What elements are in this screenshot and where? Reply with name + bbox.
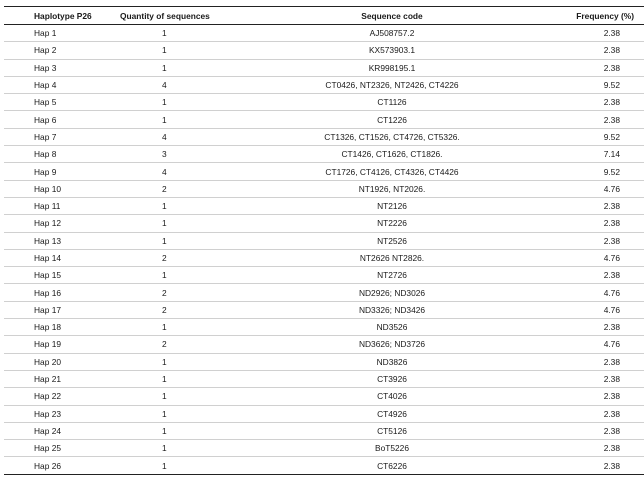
cell-quantity: 4: [162, 80, 167, 91]
cell-sequence-code: CT1726, CT4126, CT4326, CT4426: [325, 166, 459, 177]
table-row: [4, 319, 644, 336]
cell-frequency: 2.38: [603, 62, 620, 73]
cell-sequence-code: CT0426, NT2326, NT2426, CT4226: [325, 80, 459, 91]
cell-haplotype: Hap 14: [34, 253, 62, 263]
cell-haplotype: Hap 20: [34, 356, 62, 367]
cell-quantity: 1: [162, 391, 167, 402]
cell-quantity: 1: [162, 425, 167, 436]
cell-haplotype: Hap 24: [34, 425, 62, 436]
cell-quantity: 2: [162, 183, 167, 194]
cell-quantity: 1: [162, 322, 167, 333]
cell-haplotype: Hap 11: [34, 201, 61, 212]
cell-quantity: 1: [162, 62, 167, 73]
cell-frequency: 2.38: [603, 201, 620, 212]
cell-quantity: 4: [162, 131, 167, 142]
cell-sequence-code: AJ508757.2: [369, 28, 415, 39]
cell-haplotype: Hap 9: [34, 166, 57, 177]
cell-frequency: 4.76: [603, 253, 620, 263]
cell-frequency: 9.52: [603, 166, 620, 177]
table-row: [4, 284, 644, 301]
table-body: [4, 25, 644, 475]
header-frequency: Frequency (%): [576, 10, 634, 21]
cell-frequency: 4.76: [603, 287, 620, 298]
cell-quantity: 2: [162, 304, 167, 315]
cell-frequency: 2.38: [603, 460, 620, 471]
cell-quantity: 1: [162, 460, 167, 471]
table-row: [4, 128, 644, 145]
cell-sequence-code: CT1426, CT1626, CT1826.: [341, 149, 443, 160]
table-row: [4, 388, 644, 405]
cell-quantity: 1: [162, 443, 167, 454]
cell-quantity: 1: [162, 201, 167, 212]
table-row: [4, 232, 644, 249]
cell-sequence-code: NT2626 NT2826.: [359, 253, 425, 263]
cell-quantity: 1: [162, 114, 167, 125]
cell-quantity: 1: [162, 97, 167, 108]
cell-quantity: 1: [162, 28, 167, 39]
table-row: [4, 215, 644, 232]
header-haplotype: Haplotype P26: [34, 10, 92, 21]
cell-haplotype: Hap 1: [34, 28, 57, 39]
table-row: [4, 301, 644, 318]
cell-quantity: 1: [162, 235, 167, 246]
cell-haplotype: Hap 4: [34, 80, 57, 91]
table-row: [4, 422, 644, 439]
cell-sequence-code: KR998195.1: [368, 62, 416, 73]
cell-frequency: 2.38: [603, 374, 620, 385]
cell-frequency: 4.76: [603, 339, 620, 350]
cell-haplotype: Hap 3: [34, 62, 57, 73]
cell-sequence-code: KX573903.1: [368, 45, 416, 56]
cell-frequency: 7.14: [603, 149, 620, 160]
cell-frequency: 2.38: [603, 443, 620, 454]
cell-quantity: 1: [162, 218, 167, 229]
haplotype-table-container: [4, 6, 634, 475]
cell-sequence-code: ND3326; ND3426: [358, 304, 426, 315]
cell-sequence-code: ND3626; ND3726: [358, 339, 426, 350]
cell-quantity: 1: [162, 374, 167, 385]
cell-sequence-code: CT4926: [377, 408, 407, 419]
cell-frequency: 2.38: [603, 97, 620, 108]
cell-haplotype: Hap 5: [34, 97, 57, 108]
table-row: [4, 111, 644, 128]
cell-frequency: 2.38: [603, 270, 620, 281]
cell-frequency: 9.52: [603, 80, 620, 91]
cell-frequency: 2.38: [603, 235, 620, 246]
cell-haplotype: Hap 7: [34, 131, 57, 142]
header-sequence-code: Sequence code: [361, 10, 423, 21]
cell-sequence-code: NT2526: [377, 235, 407, 246]
cell-frequency: 2.38: [603, 408, 620, 419]
cell-frequency: 2.38: [603, 356, 620, 367]
cell-frequency: 4.76: [603, 304, 620, 315]
cell-haplotype: Hap 23: [34, 408, 62, 419]
table-row: [4, 163, 644, 180]
cell-frequency: 9.52: [603, 131, 620, 142]
cell-sequence-code: CT3926: [377, 374, 407, 385]
cell-haplotype: Hap 25: [34, 443, 62, 454]
cell-haplotype: Hap 18: [34, 322, 62, 333]
table-row: [4, 440, 644, 457]
cell-haplotype: Hap 8: [34, 149, 57, 160]
table-row: [4, 370, 644, 387]
cell-haplotype: Hap 2: [34, 45, 57, 56]
table-row: [4, 25, 644, 42]
cell-quantity: 1: [162, 45, 167, 56]
haplotype-table: [4, 6, 644, 475]
cell-frequency: 2.38: [603, 391, 620, 402]
cell-sequence-code: CT1126: [377, 97, 407, 108]
cell-sequence-code: CT5126: [377, 425, 407, 436]
table-row: [4, 180, 644, 197]
table-row: [4, 42, 644, 59]
cell-sequence-code: BoT5226: [375, 443, 409, 454]
table-row: [4, 457, 644, 474]
cell-haplotype: Hap 12: [34, 218, 62, 229]
cell-frequency: 2.38: [603, 322, 620, 333]
cell-quantity: 1: [162, 356, 167, 367]
cell-frequency: 4.76: [603, 183, 620, 194]
cell-frequency: 2.38: [603, 28, 620, 39]
cell-sequence-code: CT6226: [377, 460, 407, 471]
table-row: [4, 59, 644, 76]
table-row: [4, 353, 644, 370]
cell-sequence-code: CT4026: [377, 391, 407, 402]
table-row: [4, 405, 644, 422]
table-row: [4, 76, 644, 93]
cell-haplotype: Hap 22: [34, 391, 62, 402]
cell-sequence-code: ND3526: [376, 322, 408, 333]
cell-sequence-code: CT1326, CT1526, CT4726, CT5326.: [324, 131, 460, 142]
cell-sequence-code: ND2926; ND3026: [358, 287, 426, 298]
cell-sequence-code: CT1226: [377, 114, 407, 125]
table-row: [4, 249, 644, 266]
cell-haplotype: Hap 13: [34, 235, 62, 246]
cell-sequence-code: ND3826: [376, 356, 408, 367]
table-row: [4, 146, 644, 163]
cell-quantity: 1: [162, 270, 167, 281]
cell-frequency: 2.38: [603, 45, 620, 56]
cell-quantity: 3: [162, 149, 167, 160]
cell-frequency: 2.38: [603, 425, 620, 436]
cell-haplotype: Hap 21: [34, 374, 62, 385]
table-header: [4, 7, 644, 25]
cell-frequency: 2.38: [603, 218, 620, 229]
cell-haplotype: Hap 16: [34, 287, 62, 298]
cell-quantity: 2: [162, 287, 167, 298]
table-row: [4, 267, 644, 284]
cell-quantity: 4: [162, 166, 167, 177]
cell-sequence-code: NT1926, NT2026.: [358, 183, 426, 194]
cell-sequence-code: NT2126: [377, 201, 407, 212]
header-row: [4, 7, 644, 25]
cell-quantity: 2: [162, 339, 167, 350]
cell-haplotype: Hap 15: [34, 270, 62, 281]
cell-haplotype: Hap 10: [34, 183, 62, 194]
cell-quantity: 2: [162, 253, 167, 263]
header-quantity: Quantity of sequences: [120, 10, 210, 21]
cell-sequence-code: NT2226: [377, 218, 407, 229]
cell-haplotype: Hap 19: [34, 339, 62, 350]
table-row: [4, 336, 644, 353]
cell-haplotype: Hap 17: [34, 304, 62, 315]
cell-quantity: 1: [162, 408, 167, 419]
cell-sequence-code: NT2726: [377, 270, 407, 281]
table-row: [4, 94, 644, 111]
table-row: [4, 197, 644, 214]
cell-frequency: 2.38: [603, 114, 620, 125]
cell-haplotype: Hap 6: [34, 114, 57, 125]
cell-haplotype: Hap 26: [34, 460, 62, 471]
